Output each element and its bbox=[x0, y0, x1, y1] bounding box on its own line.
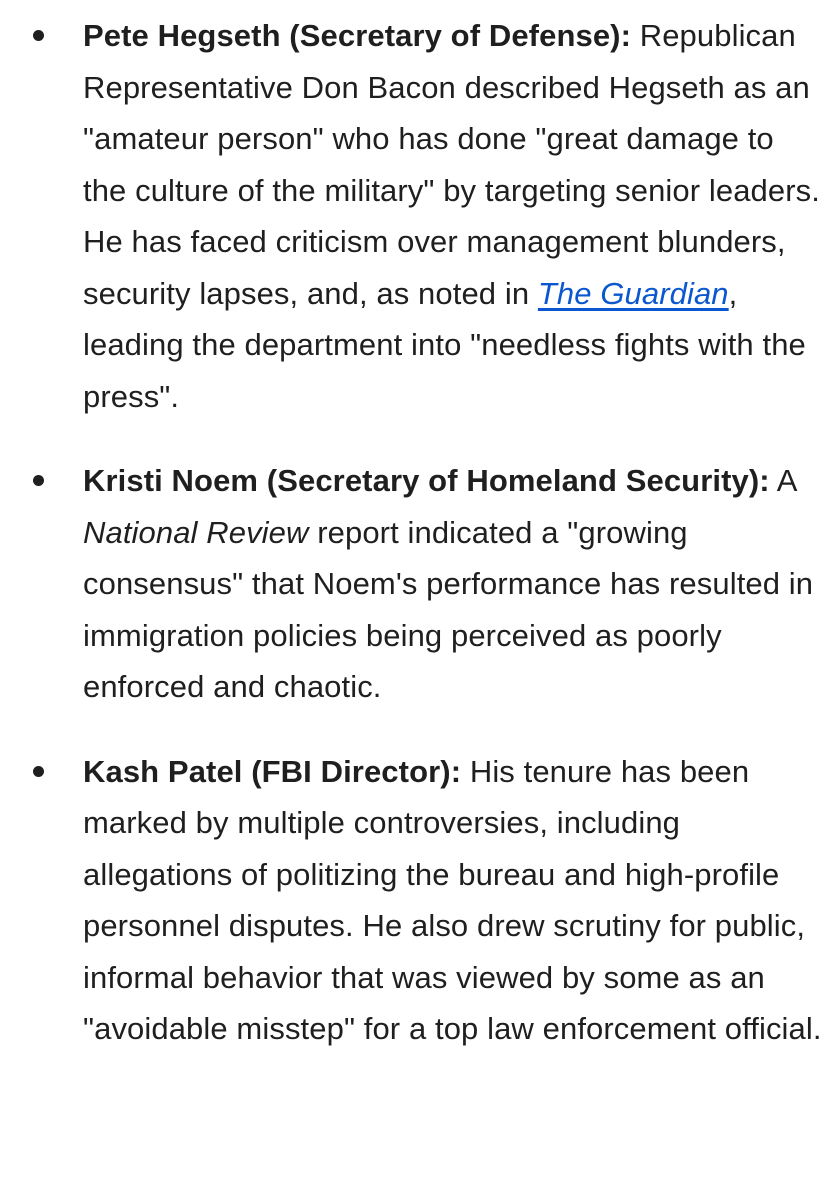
bullet-icon bbox=[33, 30, 44, 41]
bullet-icon bbox=[33, 766, 44, 777]
bullet-list bbox=[0, 10, 838, 1055]
list-item-patel bbox=[0, 746, 838, 1055]
item-text-continued: , leading the department into "needless fights with the press". bbox=[83, 275, 806, 414]
item-text-continued: report indicated a "growing consensus" that Noem's performance has resulted in immigration policies being perceived as poorly enforced and chaotic. bbox=[83, 514, 814, 704]
list-item-hegseth bbox=[0, 10, 838, 422]
item-heading: Pete Hegseth (Secretary of Defense): bbox=[83, 18, 632, 53]
item-text: His tenure has been marked by multiple controversies, including allegations of politizing the bureau and high-profile personnel disputes. He also drew scrutiny for public, informal behavior that was viewed by some as an "avoidable misstep" for a top law enforcement official. bbox=[83, 753, 822, 1046]
item-heading: Kash Patel (FBI Director): bbox=[83, 753, 462, 789]
item-heading: Kristi Noem (Secretary of Homeland Security): bbox=[83, 463, 770, 498]
item-text: A bbox=[769, 463, 796, 498]
list-item-noem bbox=[0, 455, 838, 713]
bullet-icon bbox=[33, 475, 44, 486]
the-guardian-link[interactable]: The Guardian bbox=[537, 275, 729, 311]
item-text: Republican Representative Don Bacon described Hegseth as an "amateur person" who has done "great damage to the culture of the military" by targeting senior leaders. He has faced criticism over management blunders, security lapses, and, as noted in bbox=[83, 18, 820, 311]
publication-name: National Review bbox=[83, 514, 309, 550]
